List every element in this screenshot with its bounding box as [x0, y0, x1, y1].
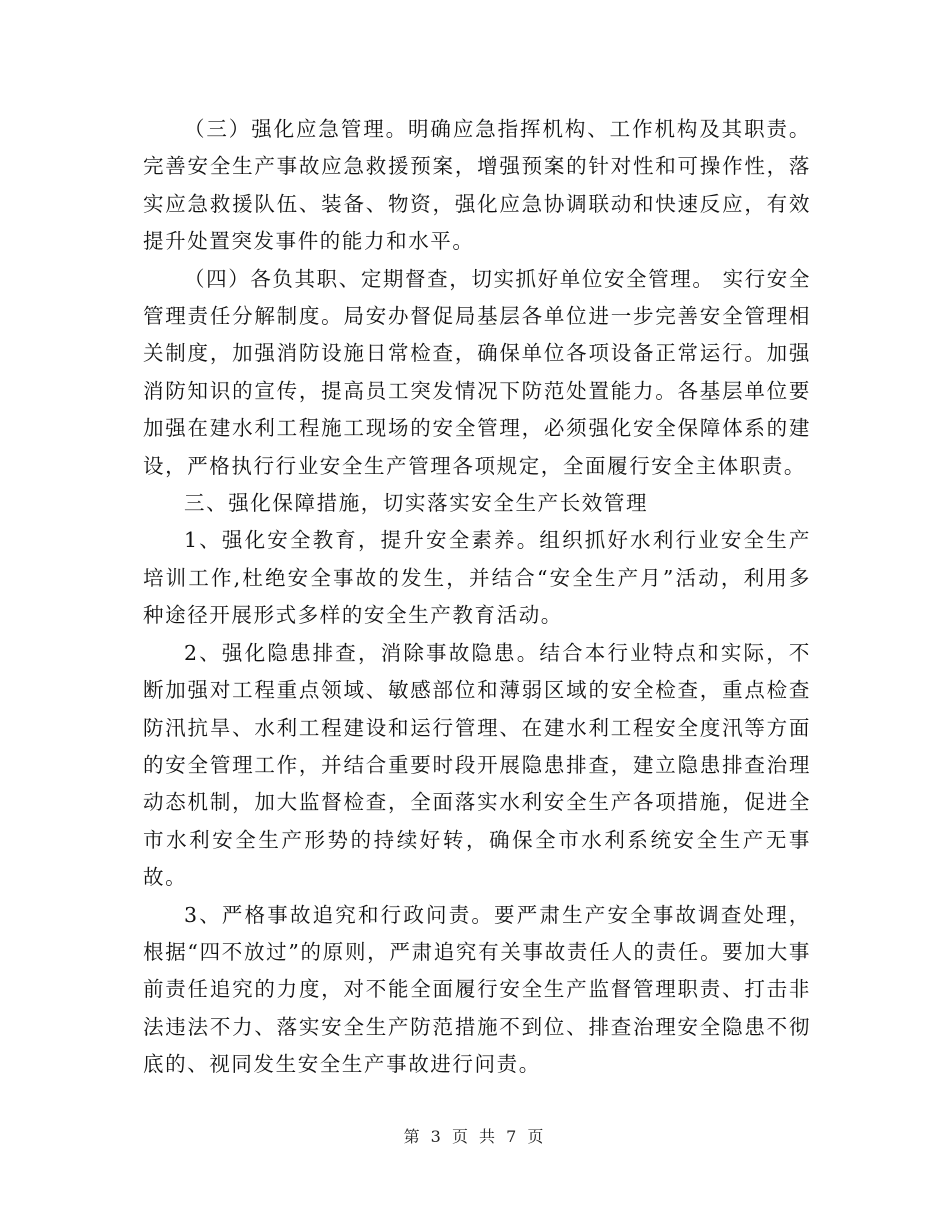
paragraph-safety-education: 1、强化安全教育，提升安全素养。组织抓好水利行业安全生产培训工作,杜绝安全事故的发生，并结合“安全生产月”活动，利用多种途径开展形式多样的安全生产教育活动。: [143, 528, 811, 628]
paragraph-emergency-management: （三）强化应急管理。明确应急指挥机构、工作机构及其职责。完善安全生产事故应急救援预案，增强预案的针对性和可操作性，落实应急救援队伍、装备、物资，强化应急协调联动和快速反应，有效提升处置突发事件的能力和水平。: [143, 117, 811, 254]
document-body: [143, 111, 811, 1084]
paragraph-accountability: 3、严格事故追究和行政问责。要严肃生产安全事故调查处理，根据“四不放过”的原则，严肃追究有关事故责任人的责任。要加大事前责任追究的力度，对不能全面履行安全生产监督管理职责、打击非法违法不力、落实安全生产防范措施不到位、排查治理安全隐患不彻底的、视同发生安全生产事故进行问责。: [143, 902, 811, 1077]
paragraph-unit-safety-management: （四）各负其职、定期督查，切实抓好单位安全管理。 实行安全管理责任分解制度。局安办督促局基层各单位进一步完善安全管理相关制度，加强消防设施日常检查，确保单位各项设备正常运行。加强消防知识的宣传，提高员工突发情况下防范处置能力。各基层单位要加强在建水利工程施工现场的安全管理，必须强化安全保障体系的建设，严格执行行业安全生产管理各项规定，全面履行安全主体职责。: [143, 266, 811, 478]
section-heading-safeguard-measures: 三、强化保障措施，切实落实安全生产长效管理: [184, 491, 649, 516]
page-number-footer: 第 3 页 共 7 页: [403, 1127, 547, 1146]
paragraph-hazard-inspection: 2、强化隐患排查，消除事故隐患。结合本行业特点和实际，不断加强对工程重点领域、敏感部位和薄弱区域的安全检查，重点检查防汛抗旱、水利工程建设和运行管理、在建水利工程安全度汛等方面的安全管理工作，并结合重要时段开展隐患排查，建立隐患排查治理动态机制，加大监督检查，全面落实水利安全生产各项措施，促进全市水利安全生产形势的持续好转，确保全市水利系统安全生产无事故。: [143, 640, 811, 890]
